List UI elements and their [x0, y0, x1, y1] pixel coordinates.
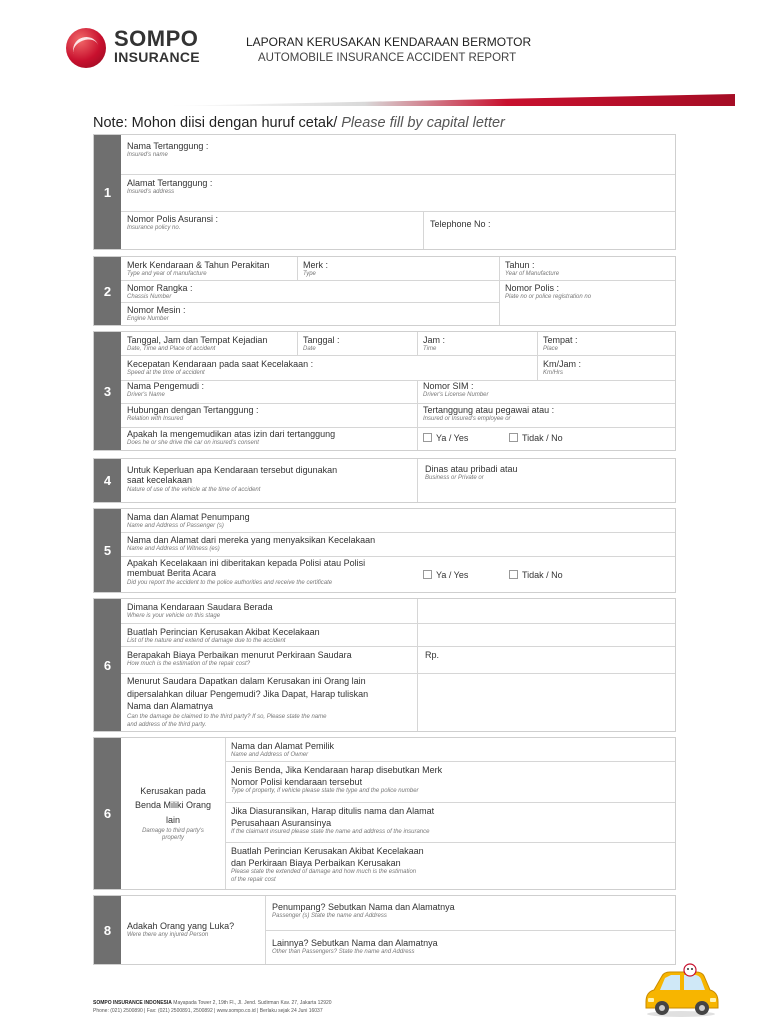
report-title-id: LAPORAN KERUSAKAN KENDARAAN BERMOTOR [246, 35, 532, 49]
insured-name-field[interactable]: Nama Tertanggung : Insured's name [127, 141, 209, 159]
third-party-insurer-field[interactable]: Jika Diasuransikan, Harap ditulis nama dan Alamat Perusahaan Asuransinya If the claimant insured please state the name and address of the insurance [231, 806, 435, 836]
third-party-property-label: Kerusakan pada Benda Miliki Orang lain Damage to third party's property [134, 786, 212, 842]
section-number: 1 [94, 135, 121, 249]
consent-question: Apakah Ia mengemudikan atas izin dari tertanggung Does he or she drive the car on insured's consent [127, 429, 336, 447]
section-number: 5 [94, 509, 121, 592]
vehicle-type-field: Merk Kendaraan & Tahun Perakitan Type and year of manufacture [127, 260, 270, 278]
driver-name-field[interactable]: Nama Pengemudi : Driver's Name [127, 381, 205, 399]
vehicle-purpose-field[interactable]: Untuk Keperluan apa Kendaraan tersebut digunakan saat kecelakaan Nature of use of the vehicle at the time of accident [127, 465, 338, 493]
footer-company-info [93, 1000, 473, 1015]
section-number: 2 [94, 257, 121, 325]
vehicle-location-field[interactable]: Dimana Kendaraan Saudara Berada Where is your vehicle on this stage [127, 602, 273, 620]
insured-address-field[interactable]: Alamat Tertanggung : Insured's address [127, 178, 213, 196]
brand-name-top: SOMPO [114, 26, 199, 51]
policy-number-field[interactable]: Nomor Polis Asuransi : Insurance policy no. [127, 214, 219, 232]
section-2-vehicle [93, 256, 676, 326]
kmh-field[interactable]: Km/Jam : Km/Hrs [543, 359, 582, 377]
property-type-field[interactable]: Jenis Benda, Jika Kendaraan harap disebutkan Merk Nomor Polisi kendaraan tersebut Type of property, if vehicle please state the type and the police number [231, 765, 443, 795]
police-no-checkbox[interactable]: Tidak / No [509, 570, 563, 580]
report-title-en: AUTOMOBILE INSURANCE ACCIDENT REPORT [258, 52, 517, 64]
consent-no-checkbox[interactable]: Tidak / No [509, 433, 563, 443]
year-field[interactable]: Tahun : Year of Manufacture [505, 260, 560, 278]
section-number: 6 [94, 738, 121, 889]
repair-cost-field[interactable]: Berapakah Biaya Perbaikan menurut Perkiraan Saudara How much is the estimation of the repair cost? [127, 650, 352, 668]
witness-field[interactable]: Nama dan Alamat dari mereka yang menyaksikan Kecelakaan Name and Address of Witness (es) [127, 535, 376, 553]
section-6-damage [93, 598, 676, 732]
fill-note [93, 115, 505, 131]
section-6-third-party-property [93, 737, 676, 890]
section-3-accident [93, 331, 676, 451]
injured-passenger-field[interactable]: Penumpang? Sebutkan Nama dan Alamatnya Passenger (s) State the name and Address [272, 902, 455, 920]
consent-yes-checkbox[interactable]: Ya / Yes [423, 433, 468, 443]
footer-address: Mayapada Tower 2, 19th Fl., Jl. Jend. Sudirman Kav. 27, Jakarta 12920 [173, 1000, 332, 1006]
section-number: 8 [94, 896, 121, 964]
third-party-question[interactable]: Menurut Saudara Dapatkan dalam Kerusakan ini Orang lain dipersalahkan diluar Pengemudi? Jika Dapat, Harap tuliskan Nama dan Alamatnya Can the damage be claimed to the third party? If so, Please state the name and address of the third party. [127, 676, 369, 729]
injured-other-field[interactable]: Lainnya? Sebutkan Nama dan Alamatnya Other than Passengers? State the name and Address [272, 938, 438, 956]
section-1-insured [93, 134, 676, 250]
business-private-field[interactable]: Dinas atau pribadi atau Business or Private or [425, 464, 518, 482]
accident-datetime-field: Tanggal, Jam dan Tempat Kejadian Date, Time and Place of accident [127, 335, 268, 353]
speed-field[interactable]: Kecepatan Kendaraan pada saat Kecelakaan : Speed at the time of accident [127, 359, 314, 377]
third-party-repair-field[interactable]: Buatlah Perincian Kerusakan Akibat Kecelakaan dan Perkiraan Biaya Perbaikan Kerusakan Please state the extended of damage and how much is the estimation of the repair cost [231, 846, 424, 884]
merk-field[interactable]: Merk : Type [303, 260, 329, 278]
relation-field[interactable]: Hubungan dengan Tertanggung : Relation with Insured [127, 405, 259, 423]
section-5-passengers [93, 508, 676, 593]
employee-field[interactable]: Tertanggung atau pegawai atau : Insured or Insured's employee or [423, 405, 555, 423]
section-number: 4 [94, 459, 121, 502]
telephone-field[interactable]: Telephone No : [430, 219, 491, 229]
chassis-number-field[interactable]: Nomor Rangka : Chassis Number [127, 283, 193, 301]
header-red-band [165, 94, 735, 106]
passenger-field[interactable]: Nama dan Alamat Penumpang Name and Address of Passenger (s) [127, 512, 250, 530]
license-number-field[interactable]: Nomor SIM : Driver's License Number [423, 381, 489, 399]
note-id: Note: Mohon diisi dengan huruf cetak/ [93, 115, 338, 131]
owner-field[interactable]: Nama dan Alamat Pemilik Name and Address of Owner [231, 741, 335, 759]
footer-company: SOMPO INSURANCE INDONESIA [93, 1000, 172, 1006]
sompo-logo [66, 24, 206, 70]
police-report-question: Apakah Kecelakaan ini diberitakan kepada Polisi atau Polisi membuat Berita Acara Did you report the accident to the police authorities and receive the certificate [127, 558, 366, 586]
sompo-logo-icon [66, 28, 106, 68]
place-field[interactable]: Tempat : Place [543, 335, 578, 353]
time-field[interactable]: Jam : Time [423, 335, 446, 353]
injured-question: Adakah Orang yang Luka? Were there any injured Person [127, 921, 235, 939]
engine-number-field[interactable]: Nomor Mesin : Engine Number [127, 305, 186, 323]
police-yes-checkbox[interactable]: Ya / Yes [423, 570, 468, 580]
section-4-purpose [93, 458, 676, 503]
brand-name-bottom: INSURANCE [114, 49, 200, 65]
section-8-injured [93, 895, 676, 965]
rupiah-amount-field[interactable]: Rp. [425, 650, 440, 660]
section-number: 3 [94, 332, 121, 450]
footer-contact: Phone: (021) 2500890 | Fax: (021) 2500891, 2500892 | www.sompo.co.id | Berlaku sejak 24 Juni 16037 [93, 1007, 323, 1014]
date-field[interactable]: Tanggal : Date [303, 335, 340, 353]
yellow-car-mascot-icon [640, 962, 722, 1018]
section-number: 6 [94, 599, 121, 731]
plate-number-field[interactable]: Nomor Polis : Plate no or police registration no [505, 283, 592, 301]
note-en: Please fill by capital letter [341, 115, 505, 131]
damage-details-field[interactable]: Buatlah Perincian Kerusakan Akibat Kecelakaan List of the nature and extend of damage due to the accident [127, 627, 320, 645]
